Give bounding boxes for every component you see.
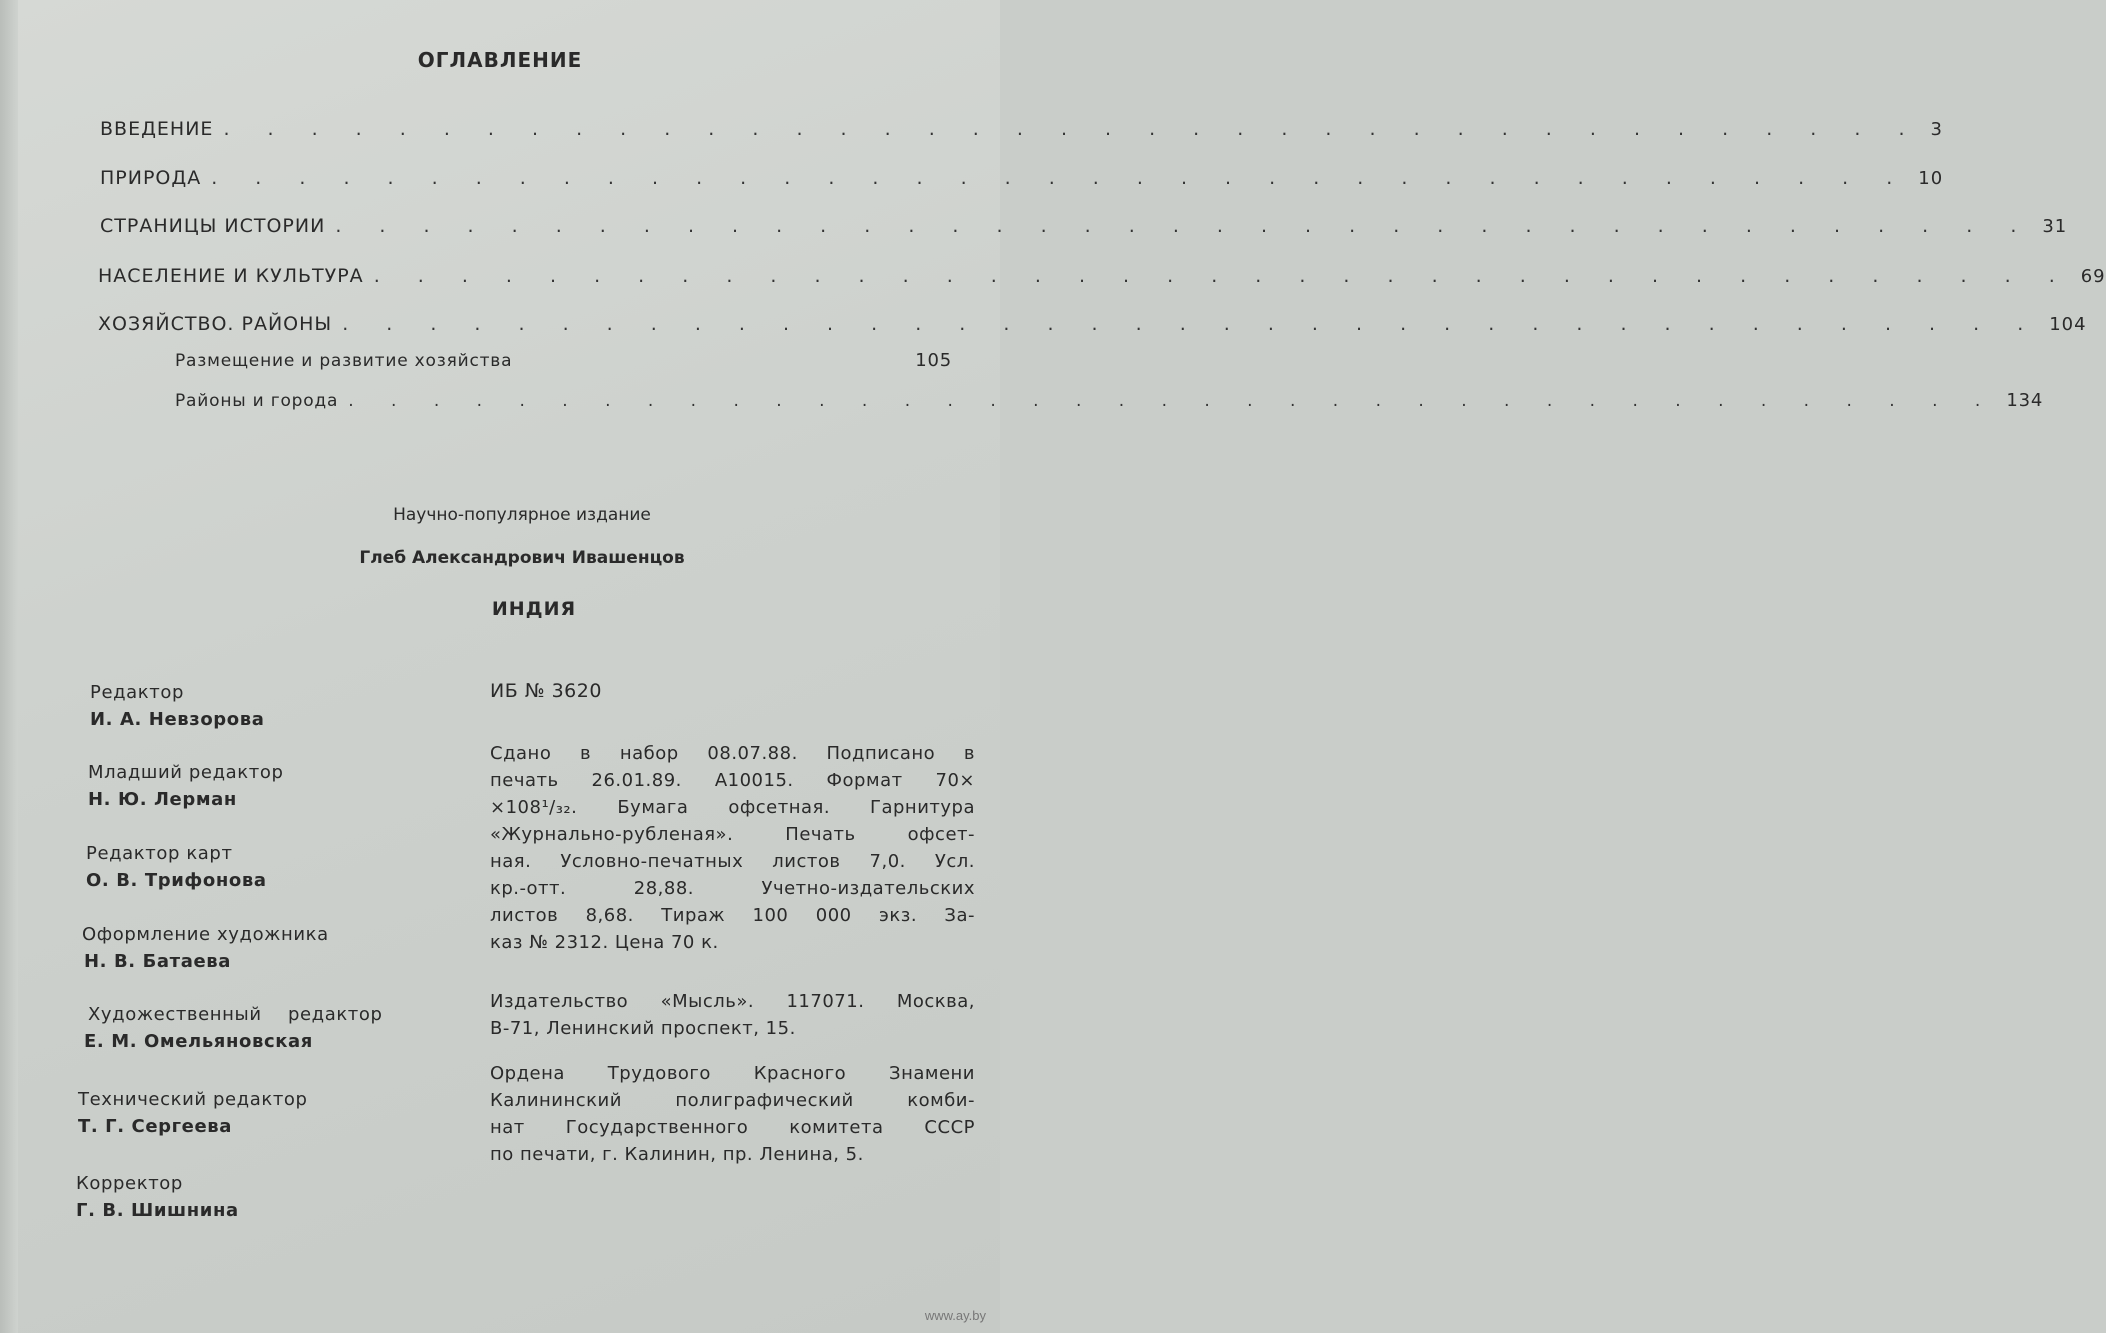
toc-subentry [175,350,952,371]
ib-number: ИБ № 3620 [490,680,602,702]
credit-name: Н. В. Батаева [84,951,231,972]
print-details-line: листов 8,68. Тираж 100 000 экз. За- [490,905,975,926]
toc-entry-label: Районы и города [175,391,339,411]
print-details-line: ×108¹/₃₂. Бумага офсетная. Гарнитура [490,797,975,818]
credit-role: Корректор [76,1173,183,1194]
credit-name: Е. М. Омельяновская [84,1031,313,1052]
printer-line: нат Государственного комитета СССР [490,1117,975,1138]
toc-entry-page: 10 [1918,168,1944,189]
toc-entry-page: 104 [2049,314,2087,335]
toc-entry-page: 3 [1930,119,1943,140]
credit-role: Художественный редактор [88,1004,383,1025]
toc-entry-label: СТРАНИЦЫ ИСТОРИИ [100,215,326,237]
credit-name: Т. Г. Сергеева [78,1116,233,1137]
print-details-line: кр.-отт. 28,88. Учетно-издательских [490,878,975,899]
toc-entry-label: ПРИРОДА [100,167,202,189]
credit-name: Н. Ю. Лерман [88,789,237,810]
printer-line: Ордена Трудового Красного Знамени [490,1063,975,1084]
credit-name: О. В. Трифонова [86,870,267,891]
credit-role: Редактор [90,682,185,703]
toc-leader-dots: . . . . . . . . . . . . . . . . . . . . . . . . . . . . . . . . . . . . . . . [348,391,1997,411]
toc-leader-dots: . . . . . . . . . . . . . . . . . . . . . . . . . . . . . . . . . . . . . . . [223,118,1921,140]
print-details-line: печать 26.01.89. А10015. Формат 70× [490,770,975,791]
page-gutter [0,0,18,1333]
toc-leader-dots: . . . . . . . . . . . . . . . . . . . . . . . . . . . . . . . . . . . . . . . [342,313,2040,335]
toc-leader-dots: . . . . . . . . . . . . . . . . . . . . . . . . . . . . . . . . . . . . . . . [373,265,2071,287]
print-details-line: Сдано в набор 08.07.88. Подписано в [490,743,975,764]
print-details-line: «Журнально-рубленая». Печать офсет- [490,824,975,845]
toc-entry-label: ВВЕДЕНИЕ [100,118,214,140]
edition-type: Научно-популярное издание [393,505,651,525]
toc-subentry [175,390,2044,411]
print-details [490,740,975,956]
credit-role: Младший редактор [88,762,284,783]
toc-entry [100,167,1944,189]
toc-entry-page: 134 [2006,390,2044,411]
toc-entry-page: 105 [915,350,952,371]
toc-entry-page: 69 [2080,266,2106,287]
credit-role: Редактор карт [86,843,233,864]
toc-entry-label: ХОЗЯЙСТВО. РАЙОНЫ [98,313,333,335]
publisher-info [490,988,975,1042]
credit-role: Оформление художника [82,924,329,945]
toc-entry-page: 31 [2042,216,2068,237]
credit-name: Г. В. Шишнина [76,1200,239,1221]
printer-line: Калининский полиграфический комби- [490,1090,975,1111]
publisher-line: В-71, Ленинский проспект, 15. [490,1018,796,1039]
toc-title: ОГЛАВЛЕНИЕ [417,48,583,72]
toc-entry-label: НАСЕЛЕНИЕ И КУЛЬТУРА [98,265,364,287]
toc-entry [100,215,2068,237]
toc-entry-label: Размещение и развитие хозяйства [175,351,513,371]
watermark: www.ay.by [924,1308,986,1323]
toc-leader-dots: . . . . . . . . . . . . . . . . . . . . . . . . . . . . . . . . . . . . . . . [211,167,1909,189]
print-details-line: ная. Условно-печатных листов 7,0. Усл. [490,851,975,872]
publisher-line: Издательство «Мысль». 117071. Москва, [490,991,975,1012]
toc-entry [98,313,2087,335]
print-details-line: каз № 2312. Цена 70 к. [490,932,719,953]
printer-info [490,1060,975,1168]
toc-entry [100,118,1943,140]
credit-name: И. А. Невзорова [90,709,265,730]
printer-line: по печати, г. Калинин, пр. Ленина, 5. [490,1144,864,1165]
credit-role: Технический редактор [78,1089,308,1110]
toc-leader-dots: . . . . . . . . . . . . . . . . . . . . . . . . . . . . . . . . . . . . . . . [335,215,2033,237]
book-title: ИНДИЯ [491,598,577,620]
author-name: Глеб Александрович Ивашенцов [359,548,685,568]
toc-entry [98,265,2106,287]
